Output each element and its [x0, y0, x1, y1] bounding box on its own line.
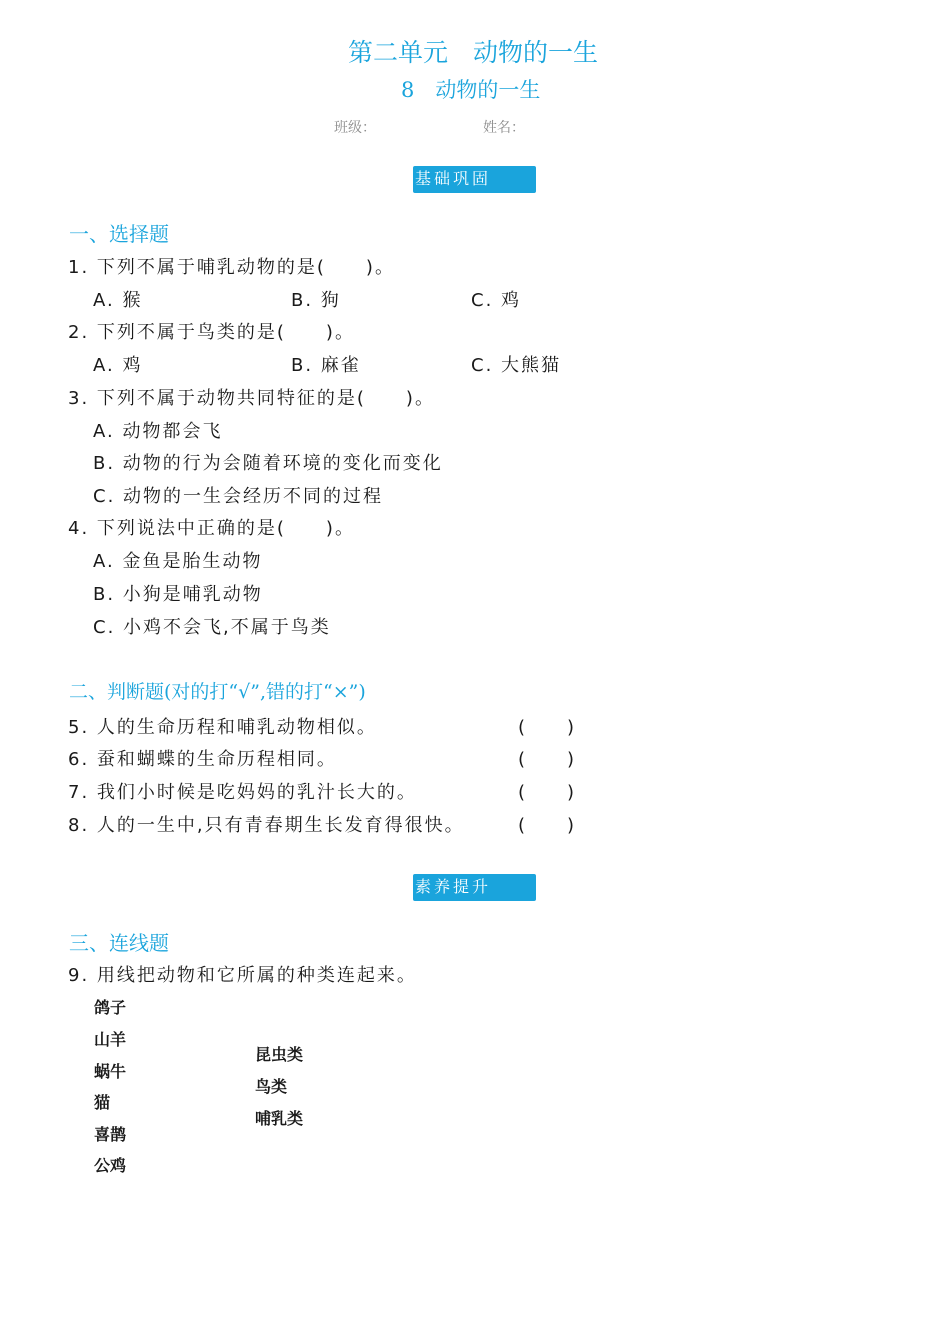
q1-option-b: B. 狗 [291, 290, 341, 311]
q4-option-c: C. 小鸡不会飞,不属于鸟类 [93, 617, 331, 638]
class-label: 班级： [334, 120, 376, 136]
q2-option-a: A. 鸡 [93, 355, 143, 376]
q3-option-b: B. 动物的行为会随着环境的变化而变化 [93, 453, 443, 474]
question-4: 4. 下列说法中正确的是( )。 [68, 518, 355, 539]
question-5: 5. 人的生命历程和哺乳动物相似。 [68, 717, 377, 738]
animal-item: 山羊 [94, 1030, 127, 1049]
q5-answer-paren: ( ) [518, 717, 577, 738]
unit-title: 第二单元 动物的一生 [348, 38, 599, 67]
question-8: 8. 人的一生中,只有青春期生长发育得很快。 [68, 815, 465, 836]
banner-basic: 基础巩固 [413, 166, 536, 193]
q3-option-a: A. 动物都会飞 [93, 421, 223, 442]
section-judge-title: 二、判断题(对的打“√”,错的打“×”) [69, 681, 366, 703]
q1-option-a: A. 猴 [93, 290, 143, 311]
category-item: 昆虫类 [255, 1045, 304, 1064]
question-1: 1. 下列不属于哺乳动物的是( )。 [68, 257, 395, 278]
q4-option-a: A. 金鱼是胎生动物 [93, 551, 263, 572]
animal-item: 公鸡 [94, 1156, 127, 1175]
q8-answer-paren: ( ) [518, 815, 577, 836]
q7-answer-paren: ( ) [518, 782, 577, 803]
question-3: 3. 下列不属于动物共同特征的是( )。 [68, 388, 435, 409]
name-label: 姓名： [483, 120, 525, 136]
animal-item: 猫 [94, 1093, 111, 1112]
banner-advanced: 素养提升 [413, 874, 536, 901]
category-item: 哺乳类 [255, 1109, 304, 1128]
section-match-title: 三、连线题 [69, 931, 169, 955]
q2-option-b: B. 麻雀 [291, 355, 361, 376]
q4-option-b: B. 小狗是哺乳动物 [93, 584, 263, 605]
question-2: 2. 下列不属于鸟类的是( )。 [68, 322, 355, 343]
category-item: 鸟类 [255, 1077, 288, 1096]
question-6: 6. 蚕和蝴蝶的生命历程相同。 [68, 749, 337, 770]
question-9: 9. 用线把动物和它所属的种类连起来。 [68, 965, 417, 986]
question-7: 7. 我们小时候是吃妈妈的乳汁长大的。 [68, 782, 417, 803]
q2-option-c: C. 大熊猫 [471, 355, 562, 376]
animal-item: 鸽子 [94, 998, 127, 1017]
q6-answer-paren: ( ) [518, 749, 577, 770]
q1-option-c: C. 鸡 [471, 290, 522, 311]
animal-item: 蜗牛 [94, 1062, 127, 1081]
q3-option-c: C. 动物的一生会经历不同的过程 [93, 486, 384, 507]
section-choice-title: 一、选择题 [69, 222, 169, 246]
animal-item: 喜鹊 [94, 1125, 127, 1144]
lesson-title: 8 动物的一生 [401, 78, 541, 102]
